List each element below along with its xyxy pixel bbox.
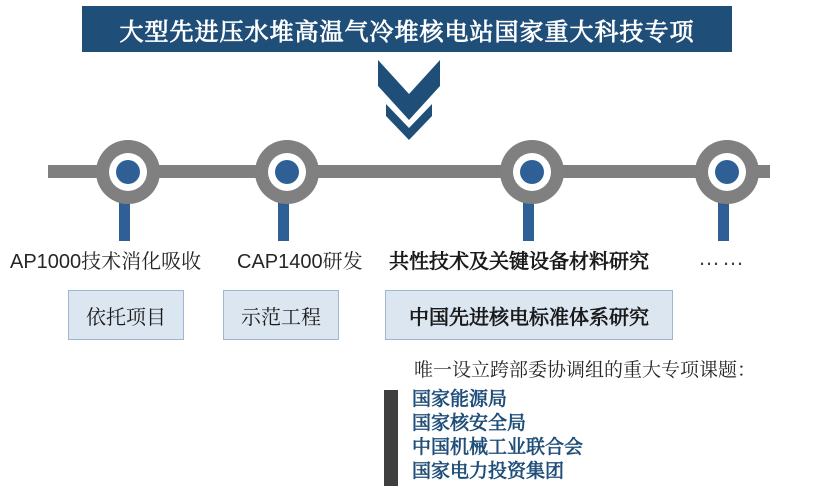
- note-title: 唯一设立跨部委协调组的重大专项课题：: [414, 360, 757, 381]
- timeline-node-4[interactable]: [695, 140, 759, 204]
- node-box-1[interactable]: 依托项目: [68, 290, 184, 340]
- node-dot-2: [275, 160, 299, 184]
- node-caption-1: AP1000技术消化吸收: [10, 251, 202, 273]
- node-dot-3: [520, 160, 544, 184]
- organization-list: [412, 388, 583, 484]
- node-box-2[interactable]: 示范工程: [223, 290, 339, 340]
- node-dot-1: [116, 160, 140, 184]
- list-item: 国家核安全局: [412, 413, 527, 434]
- timeline-node-3[interactable]: [500, 140, 564, 204]
- node-box-3[interactable]: 中国先进核电标准体系研究: [385, 290, 673, 340]
- node-caption-2: CAP1400研发: [237, 251, 363, 273]
- node-dot-4: [715, 160, 739, 184]
- list-item: 国家电力投资集团: [412, 461, 565, 482]
- list-item: 中国机械工业联合会: [412, 437, 584, 458]
- timeline-node-1[interactable]: [96, 140, 160, 204]
- node-caption-4: ……: [698, 245, 746, 270]
- page-title: 大型先进压水堆高温气冷堆核电站国家重大科技专项: [82, 6, 732, 52]
- note-accent-bar: [384, 390, 398, 486]
- node-caption-3: 共性技术及关键设备材料研究: [389, 251, 649, 273]
- timeline-node-2[interactable]: [255, 140, 319, 204]
- chevron-down-icon: [378, 60, 440, 142]
- list-item: 国家能源局: [412, 389, 508, 410]
